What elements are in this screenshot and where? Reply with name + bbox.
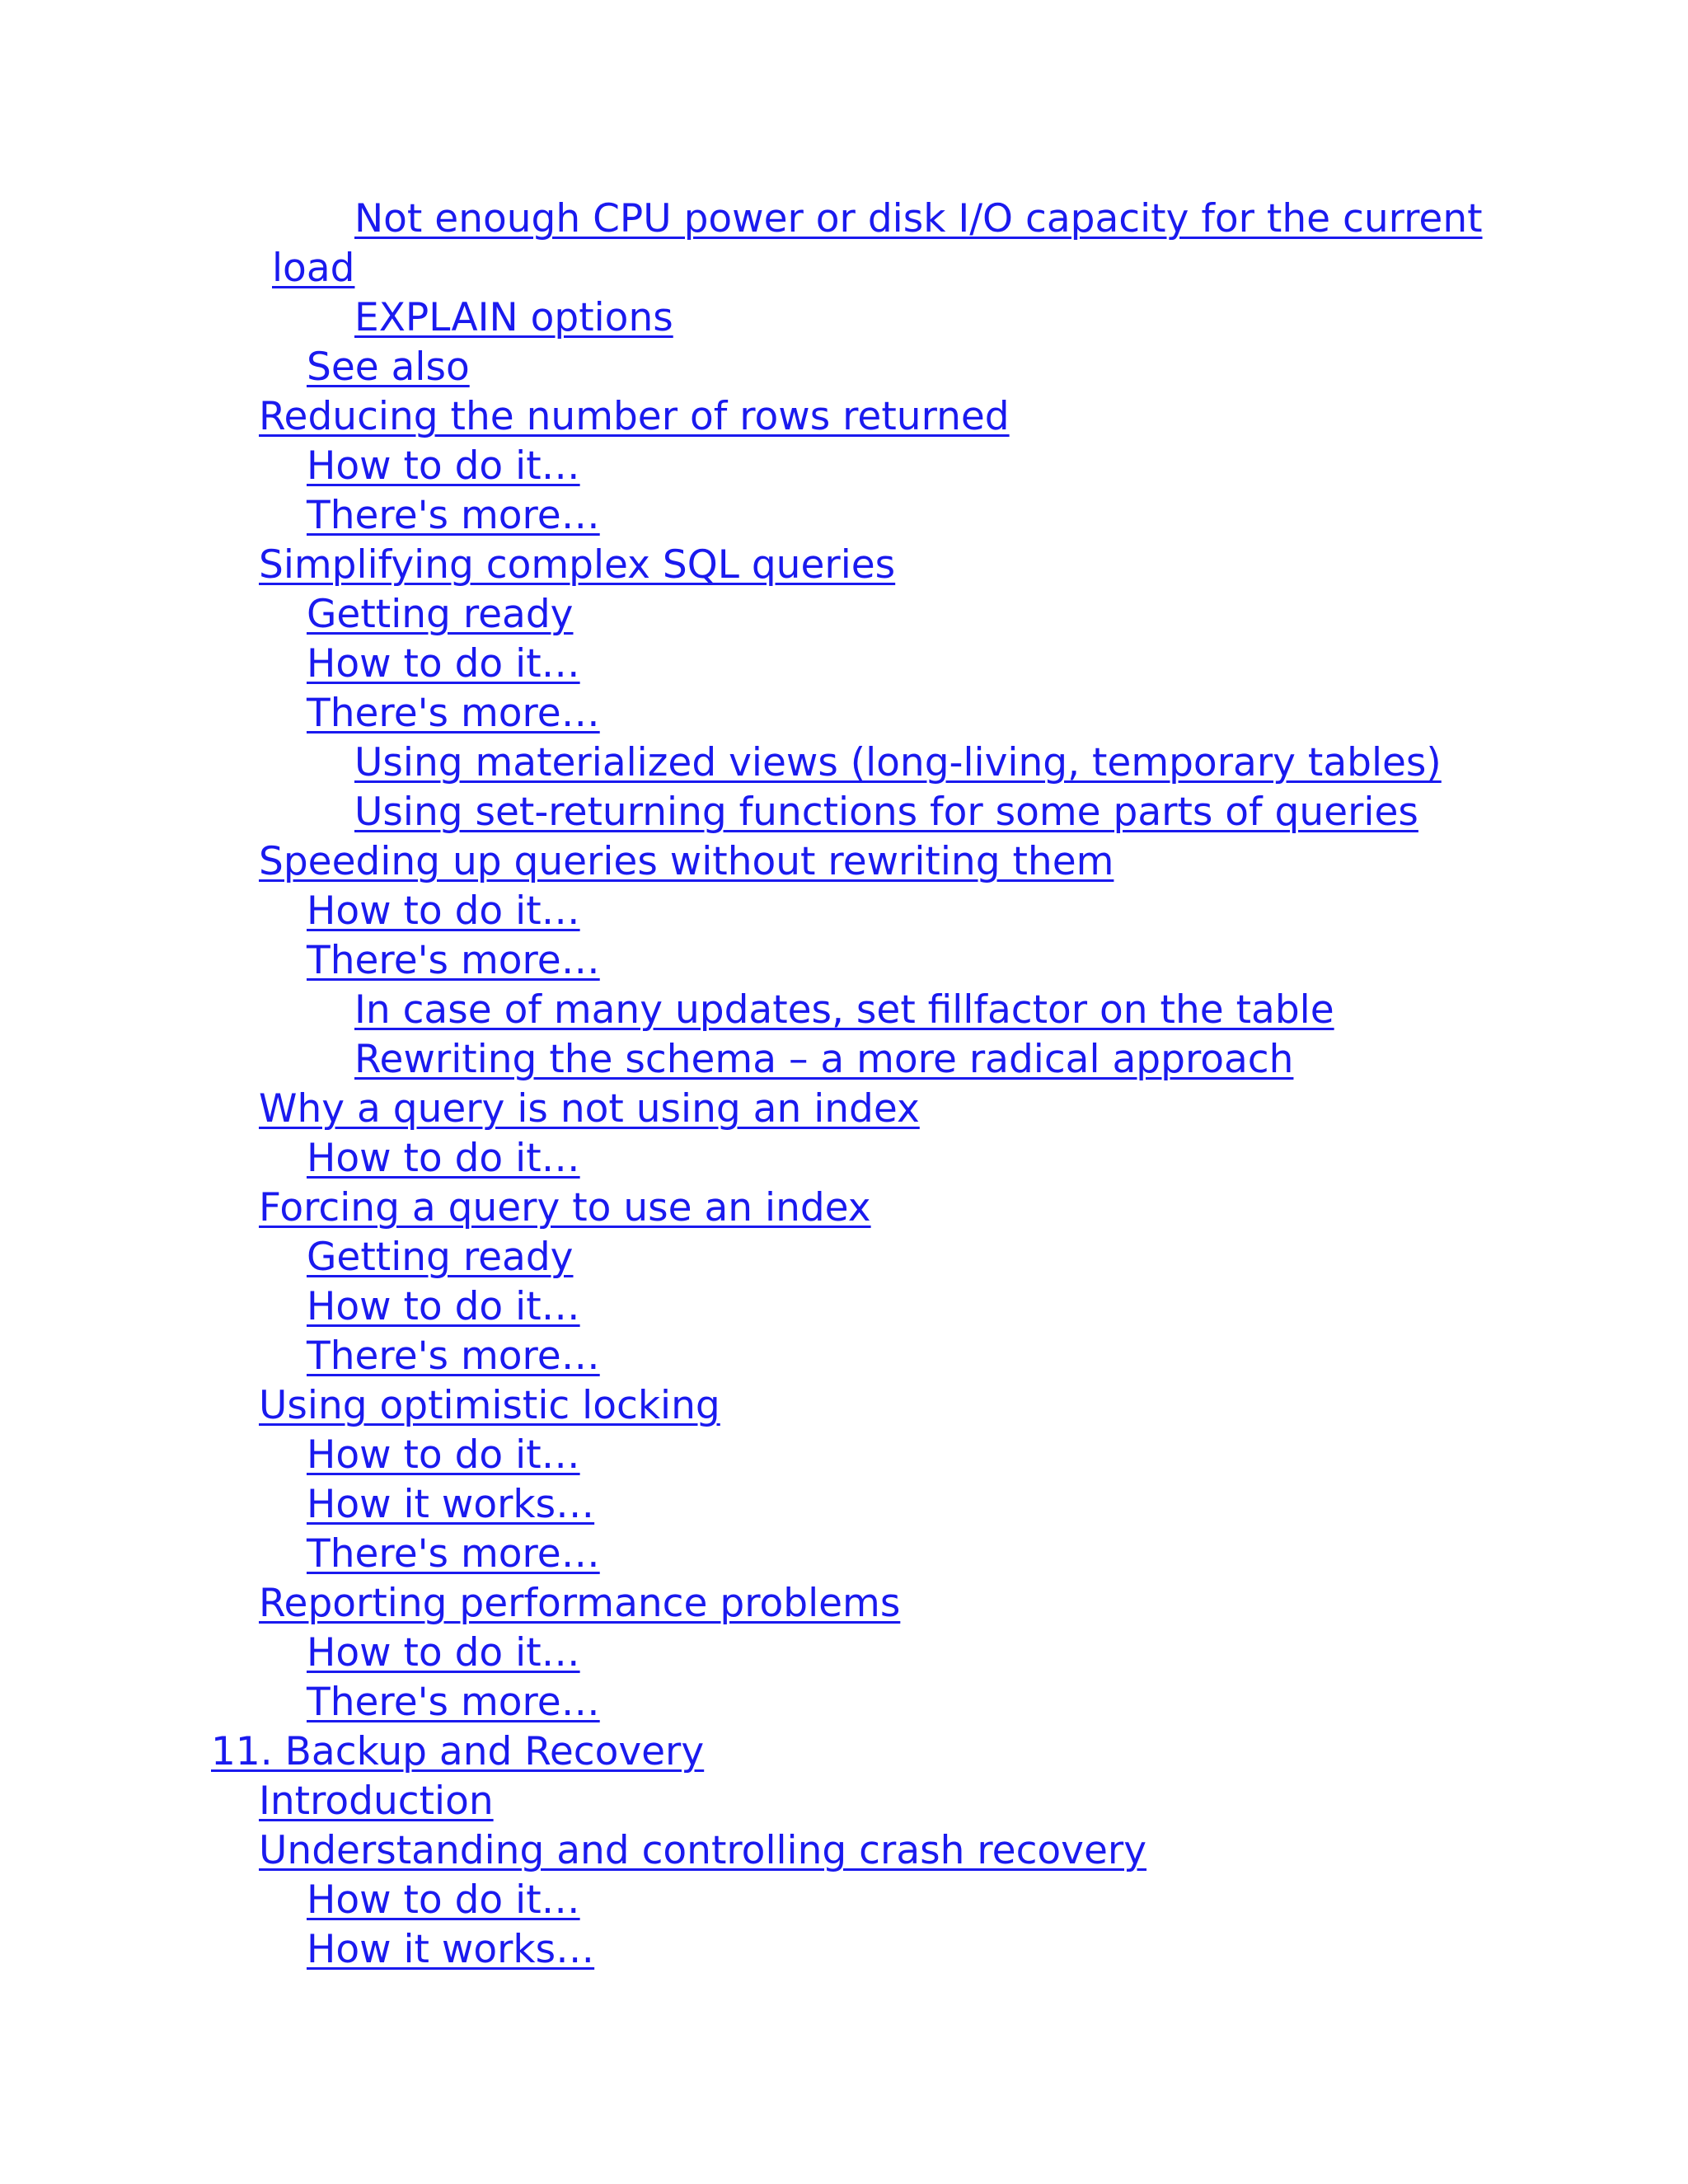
toc-entry[interactable] <box>354 1035 1293 1085</box>
toc-entry[interactable] <box>259 1826 1146 1876</box>
toc-link[interactable]: How to do it… <box>307 1136 580 1181</box>
toc-link[interactable]: How to do it… <box>307 641 580 687</box>
toc-entry[interactable] <box>307 689 600 738</box>
toc-entry[interactable] <box>307 640 580 689</box>
toc-entry[interactable] <box>259 1579 900 1629</box>
toc-entry[interactable] <box>354 986 1334 1035</box>
toc-link[interactable]: EXPLAIN options <box>354 295 673 340</box>
toc-entry[interactable] <box>307 1678 600 1727</box>
toc-entry[interactable] <box>259 1777 494 1826</box>
toc-link[interactable]: Simplifying complex SQL queries <box>259 542 896 588</box>
toc-entry[interactable] <box>259 837 1114 887</box>
toc-entry[interactable] <box>307 343 470 392</box>
toc-link[interactable]: Forcing a query to use an index <box>259 1185 871 1230</box>
toc-entry[interactable] <box>307 1332 600 1381</box>
toc-link[interactable]: There's more… <box>307 1333 600 1379</box>
toc-entry[interactable] <box>307 442 580 491</box>
toc-entry[interactable] <box>307 1925 594 1975</box>
toc-link[interactable]: How to do it… <box>307 1284 580 1329</box>
toc-link[interactable]: There's more… <box>307 493 600 538</box>
toc-link[interactable]: There's more… <box>307 1680 600 1725</box>
toc-link[interactable]: Why a query is not using an index <box>259 1086 920 1132</box>
toc-entry[interactable] <box>307 887 580 936</box>
toc-link[interactable]: How to do it… <box>307 1630 580 1675</box>
toc-entry[interactable] <box>272 244 354 293</box>
toc-entry[interactable] <box>259 1381 720 1431</box>
toc-entry[interactable] <box>259 541 895 590</box>
toc-link[interactable]: How to do it… <box>307 443 580 489</box>
toc-entry[interactable] <box>307 1480 594 1530</box>
toc-entry[interactable] <box>259 1085 920 1134</box>
toc-entry[interactable] <box>307 1134 580 1183</box>
toc-entry[interactable] <box>307 491 600 541</box>
toc-entry[interactable] <box>307 1431 580 1480</box>
toc-entry[interactable] <box>354 788 1418 837</box>
toc-entry[interactable] <box>307 1233 573 1282</box>
toc-link[interactable]: load <box>272 246 355 291</box>
toc-link[interactable]: Understanding and controlling crash recovery <box>259 1828 1147 1873</box>
toc-link[interactable]: Using set-returning functions for some parts of queries <box>354 790 1418 835</box>
toc-link[interactable]: There's more… <box>307 1531 600 1577</box>
toc-entry[interactable] <box>259 1183 871 1233</box>
toc-link[interactable]: Rewriting the schema – a more radical approach <box>354 1037 1294 1082</box>
toc-link[interactable]: There's more… <box>307 691 600 736</box>
toc-link[interactable]: How to do it… <box>307 888 580 934</box>
toc-link[interactable]: How to do it… <box>307 1877 580 1923</box>
toc-entry[interactable] <box>307 590 573 640</box>
toc-entry[interactable] <box>307 1876 580 1925</box>
toc-link[interactable]: How to do it… <box>307 1432 580 1478</box>
toc-entry[interactable] <box>354 194 1483 244</box>
toc-link[interactable]: How it works… <box>307 1482 595 1527</box>
toc-link[interactable]: Speeding up queries without rewriting them <box>259 839 1114 884</box>
toc-entry[interactable] <box>354 293 673 343</box>
toc-link[interactable]: See also <box>307 344 470 390</box>
toc-link[interactable]: Getting ready <box>307 592 574 637</box>
toc-link[interactable]: Using materialized views (long-living, temporary tables) <box>354 740 1442 785</box>
toc-entry[interactable] <box>307 1629 580 1678</box>
toc-link[interactable]: Reporting performance problems <box>259 1581 901 1626</box>
toc-entry[interactable] <box>307 1282 580 1332</box>
toc-link[interactable]: How it works… <box>307 1927 595 1972</box>
toc-chapter-link[interactable]: 11. Backup and Recovery <box>211 1729 705 1774</box>
toc-link[interactable]: There's more… <box>307 938 600 983</box>
toc-link[interactable]: Not enough CPU power or disk I/O capacity for the current <box>354 196 1483 241</box>
toc-link[interactable]: In case of many updates, set fillfactor on the table <box>354 987 1334 1033</box>
toc-link[interactable]: Reducing the number of rows returned <box>259 394 1010 439</box>
toc-entry[interactable] <box>307 1530 600 1579</box>
toc-entry[interactable] <box>307 936 600 986</box>
toc-link[interactable]: Introduction <box>259 1779 494 1824</box>
toc-chapter-entry[interactable] <box>211 1727 704 1777</box>
toc-entry[interactable] <box>259 392 1010 442</box>
toc-entry[interactable] <box>354 738 1442 788</box>
toc-link[interactable]: Using optimistic locking <box>259 1383 720 1428</box>
toc-link[interactable]: Getting ready <box>307 1235 574 1280</box>
